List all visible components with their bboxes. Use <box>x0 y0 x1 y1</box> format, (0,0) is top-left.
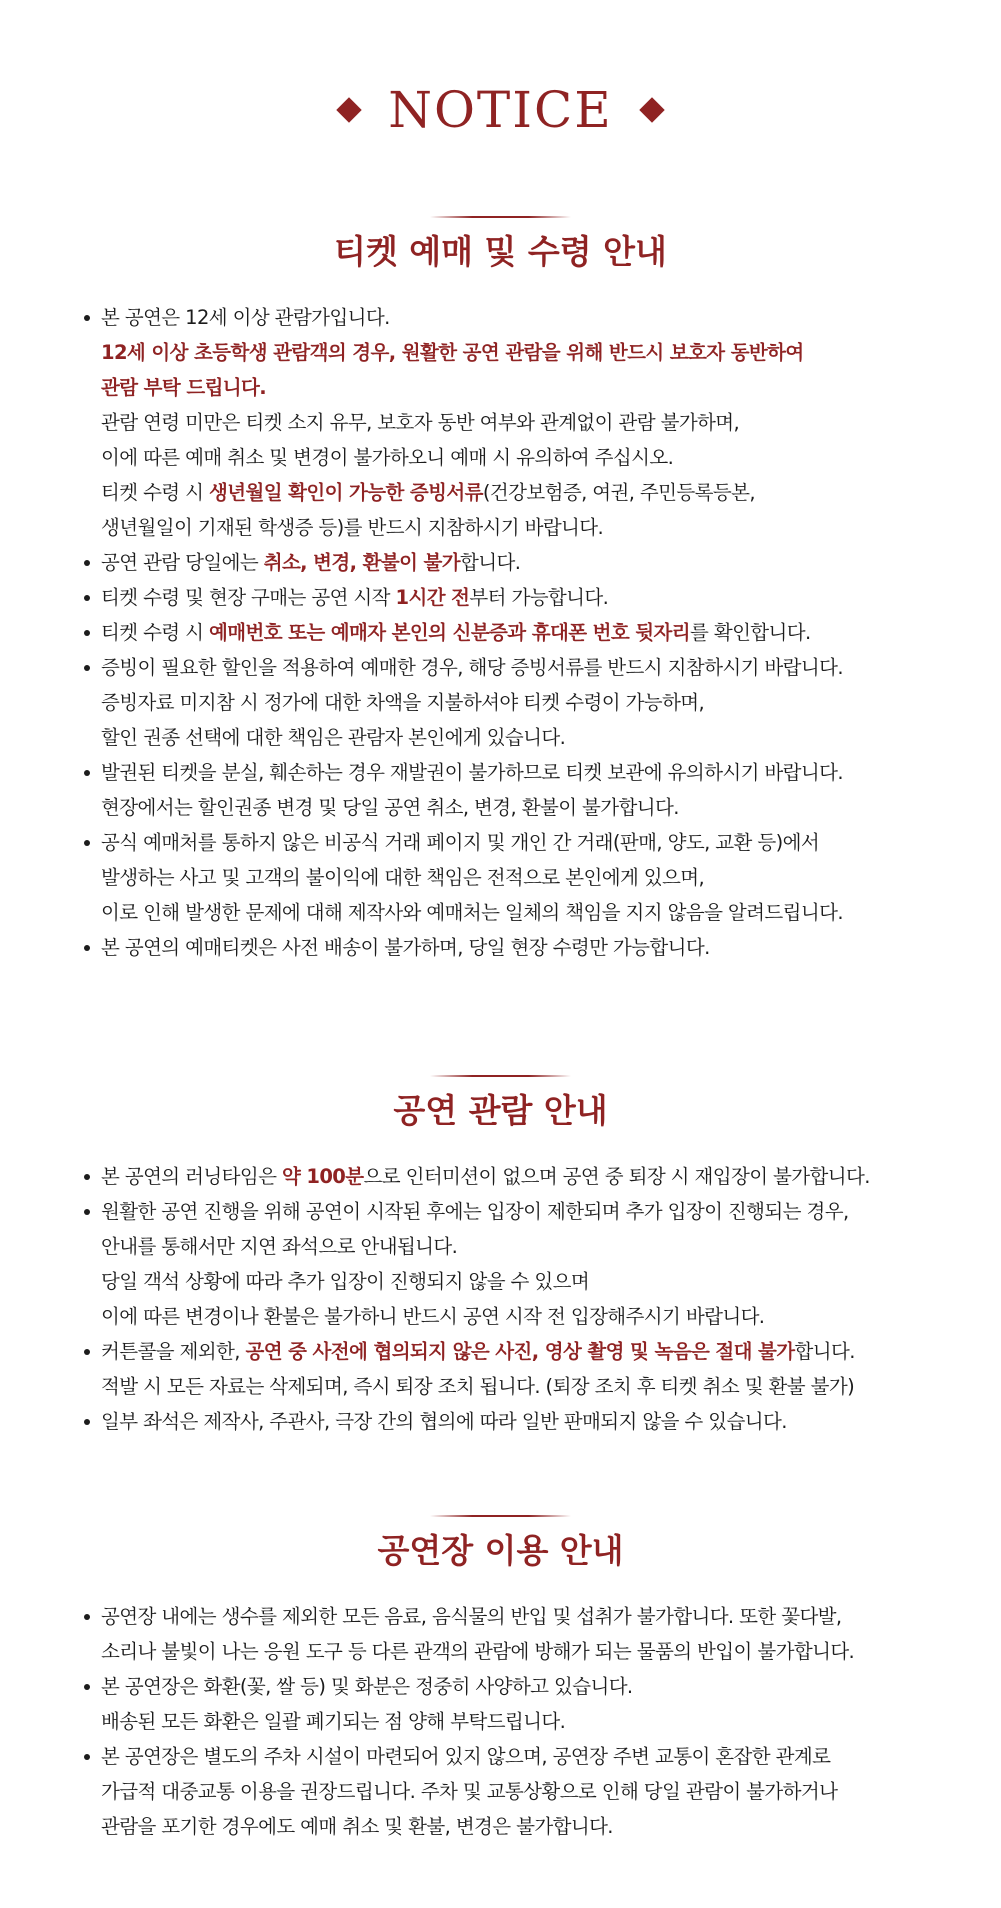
text-segment: 관람을 포기한 경우에도 예매 취소 및 환불, 변경은 불가합니다. <box>101 1815 613 1838</box>
item-list <box>84 1599 984 1844</box>
item-list <box>84 300 984 965</box>
list-item <box>84 1334 984 1404</box>
text-line <box>101 755 984 790</box>
diamond-icon-right <box>639 97 664 122</box>
text-line <box>101 1669 984 1704</box>
bullet-icon <box>84 560 90 566</box>
highlighted-text: 약 100분 <box>281 1165 364 1188</box>
text-line <box>101 1299 984 1334</box>
text-line <box>101 650 984 685</box>
highlighted-text: 관람 부탁 드립니다. <box>101 376 267 399</box>
list-item <box>84 1404 984 1439</box>
bullet-icon <box>84 945 90 951</box>
bullet-icon <box>84 840 90 846</box>
list-item <box>84 1599 984 1669</box>
text-segment: 이에 따른 변경이나 환불은 불가하니 반드시 공연 시작 전 입장해주시기 바랍니다. <box>101 1305 765 1328</box>
text-segment: 할인 권종 선택에 대한 책임은 관람자 본인에게 있습니다. <box>101 726 566 749</box>
text-line <box>101 335 984 370</box>
highlighted-text: 공연 중 사전에 협의되지 않은 사진, 영상 촬영 및 녹음은 절대 불가 <box>245 1340 795 1363</box>
text-line <box>101 930 984 965</box>
text-line <box>101 1774 984 1809</box>
section-divider <box>430 216 571 218</box>
notice-header <box>0 80 1001 140</box>
list-item <box>84 615 984 650</box>
text-segment: 공식 예매처를 통하지 않은 비공식 거래 페이지 및 개인 간 거래(판매, 양도, 교환 등)에서 <box>101 831 820 854</box>
text-segment: 소리나 불빛이 나는 응원 도구 등 다른 관객의 관람에 방해가 되는 물품의 반입이 불가합니다. <box>101 1640 855 1663</box>
text-segment: 원활한 공연 진행을 위해 공연이 시작된 후에는 입장이 제한되며 추가 입장이 진행되는 경우, <box>101 1200 849 1223</box>
notice-title: NOTICE <box>388 81 613 139</box>
bullet-icon <box>84 1614 90 1620</box>
text-line <box>101 615 984 650</box>
bullet-icon <box>84 315 90 321</box>
text-segment: (건강보험증, 여권, 주민등록등본, <box>482 481 755 504</box>
text-line <box>101 300 984 335</box>
list-item <box>84 650 984 755</box>
text-segment: 발권된 티켓을 분실, 훼손하는 경우 재발권이 불가하므로 티켓 보관에 유의하시기 바랍니다. <box>101 761 843 784</box>
text-segment: 이에 따른 예매 취소 및 변경이 불가하오니 예매 시 유의하여 주십시오. <box>101 446 674 469</box>
text-segment: 티켓 수령 시 <box>101 481 209 504</box>
bullet-icon <box>84 630 90 636</box>
list-item <box>84 545 984 580</box>
text-segment: 배송된 모든 화환은 일괄 폐기되는 점 양해 부탁드립니다. <box>101 1710 566 1733</box>
text-line <box>101 720 984 755</box>
text-segment: 본 공연의 러닝타임은 <box>101 1165 282 1188</box>
highlighted-text: 1시간 전 <box>395 586 470 609</box>
bullet-icon <box>84 1349 90 1355</box>
text-line <box>101 1334 984 1369</box>
text-line <box>101 1599 984 1634</box>
text-line <box>101 1159 984 1194</box>
text-line <box>101 1264 984 1299</box>
list-item <box>84 930 984 965</box>
text-segment: 합니다. <box>794 1340 855 1363</box>
text-line <box>101 1634 984 1669</box>
text-segment: 공연 관람 당일에는 <box>101 551 264 574</box>
section-title: 공연 관람 안내 <box>393 1091 608 1130</box>
text-segment: 공연장 내에는 생수를 제외한 모든 음료, 음식물의 반입 및 섭취가 불가합니다. 또한 꽃다발, <box>101 1605 842 1628</box>
section-divider <box>430 1075 571 1077</box>
text-segment: 으로 인터미션이 없으며 공연 중 퇴장 시 재입장이 불가합니다. <box>363 1165 870 1188</box>
section-title: 공연장 이용 안내 <box>377 1531 624 1570</box>
text-line <box>101 1404 984 1439</box>
text-line <box>101 440 984 475</box>
text-line <box>101 405 984 440</box>
text-line <box>101 1229 984 1264</box>
text-segment: 합니다. <box>460 551 521 574</box>
list-item <box>84 1739 984 1844</box>
list-item <box>84 755 984 825</box>
text-segment: 커튼콜을 제외한, <box>101 1340 246 1363</box>
text-segment: 가급적 대중교통 이용을 권장드립니다. 주차 및 교통상황으로 인해 당일 관람이 불가하거나 <box>101 1780 838 1803</box>
list-item <box>84 825 984 930</box>
text-segment: 생년월일이 기재된 학생증 등)를 반드시 지참하시기 바랍니다. <box>101 516 604 539</box>
text-line <box>101 1739 984 1774</box>
bullet-icon <box>84 1174 90 1180</box>
text-segment: 이로 인해 발생한 문제에 대해 제작사와 예매처는 일체의 책임을 지지 않음을 알려드립니다. <box>101 901 843 924</box>
text-segment: 티켓 수령 및 현장 구매는 공연 시작 <box>101 586 396 609</box>
text-segment: 부터 가능합니다. <box>469 586 609 609</box>
text-segment: 적발 시 모든 자료는 삭제되며, 즉시 퇴장 조치 됩니다. (퇴장 조치 후 티켓 취소 및 환불 불가) <box>101 1375 855 1398</box>
text-segment: 발생하는 사고 및 고객의 불이익에 대한 책임은 전적으로 본인에게 있으며, <box>101 866 705 889</box>
highlighted-text: 예매번호 또는 예매자 본인의 신분증과 휴대폰 번호 뒷자리 <box>208 621 690 644</box>
list-item <box>84 580 984 615</box>
highlighted-text: 12세 이상 초등학생 관람객의 경우, 원활한 공연 관람을 위해 반드시 보호자 동반하여 <box>101 341 804 364</box>
highlighted-text: 생년월일 확인이 가능한 증빙서류 <box>208 481 483 504</box>
text-segment: 증빙자료 미지참 시 정가에 대한 차액을 지불하셔야 티켓 수령이 가능하며, <box>101 691 705 714</box>
text-line <box>101 1809 984 1844</box>
bullet-icon <box>84 1419 90 1425</box>
bullet-icon <box>84 1209 90 1215</box>
text-line <box>101 475 984 510</box>
text-line <box>101 510 984 545</box>
list-item <box>84 1159 984 1194</box>
text-segment: 안내를 통해서만 지연 좌석으로 안내됩니다. <box>101 1235 458 1258</box>
list-item <box>84 300 984 545</box>
text-segment: 티켓 수령 시 <box>101 621 209 644</box>
text-line <box>101 825 984 860</box>
text-line <box>101 1194 984 1229</box>
bullet-icon <box>84 770 90 776</box>
section-title: 티켓 예매 및 수령 안내 <box>334 232 667 271</box>
text-line <box>101 790 984 825</box>
text-segment: 일부 좌석은 제작사, 주관사, 극장 간의 협의에 따라 일반 판매되지 않을 수 있습니다. <box>101 1410 787 1433</box>
text-segment: 관람 연령 미만은 티켓 소지 유무, 보호자 동반 여부와 관계없이 관람 불가하며, <box>101 411 740 434</box>
text-segment: 증빙이 필요한 할인을 적용하여 예매한 경우, 해당 증빙서류를 반드시 지참하시기 바랍니다. <box>101 656 843 679</box>
text-line <box>101 580 984 615</box>
text-line <box>101 1704 984 1739</box>
bullet-icon <box>84 1754 90 1760</box>
list-item <box>84 1194 984 1334</box>
text-line <box>101 370 984 405</box>
item-list <box>84 1159 984 1439</box>
text-segment: 본 공연은 12세 이상 관람가입니다. <box>101 306 390 329</box>
diamond-icon-left <box>336 97 361 122</box>
highlighted-text: 취소, 변경, 환불이 불가 <box>263 551 461 574</box>
bullet-icon <box>84 595 90 601</box>
text-line <box>101 685 984 720</box>
text-segment: 본 공연장은 별도의 주차 시설이 마련되어 있지 않으며, 공연장 주변 교통이 혼잡한 관계로 <box>101 1745 831 1768</box>
section-divider <box>430 1515 571 1517</box>
text-line <box>101 860 984 895</box>
text-line <box>101 1369 984 1404</box>
text-line <box>101 545 984 580</box>
text-segment: 현장에서는 할인권종 변경 및 당일 공연 취소, 변경, 환불이 불가합니다. <box>101 796 679 819</box>
text-segment: 당일 객석 상황에 따라 추가 입장이 진행되지 않을 수 있으며 <box>101 1270 590 1293</box>
list-item <box>84 1669 984 1739</box>
text-segment: 를 확인합니다. <box>690 621 811 644</box>
text-segment: 본 공연의 예매티켓은 사전 배송이 불가하며, 당일 현장 수령만 가능합니다. <box>101 936 710 959</box>
bullet-icon <box>84 665 90 671</box>
text-segment: 본 공연장은 화환(꽃, 쌀 등) 및 화분은 정중히 사양하고 있습니다. <box>101 1675 633 1698</box>
text-line <box>101 895 984 930</box>
bullet-icon <box>84 1684 90 1690</box>
